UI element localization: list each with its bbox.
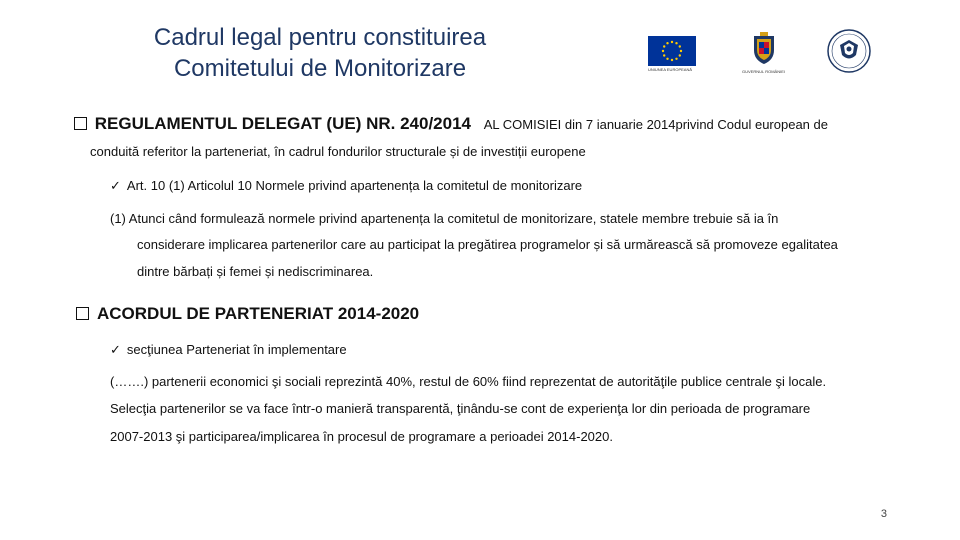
section1-item [110,178,582,194]
eu-flag-logo [648,36,696,71]
romania-coat-of-arms-logo [742,32,785,74]
ministry-seal-logo [826,28,872,79]
section2-para-line1: (…….) partenerii economici şi sociali reprezintă 40%, restul de 60% fiind reprezentat de autorităţile publice centrale şi locale. [110,374,827,389]
agreement-title: ACORDUL DE PARTENERIAT 2014-2020 [97,304,420,323]
section1-para-line3: dintre bărbați și femei și nediscriminarea. [137,264,374,279]
regulation-subtitle: AL COMISIEI din 7 ianuarie 2014privind Codul european de [483,117,828,132]
ministry-seal-icon [826,28,872,74]
section-name: Parteneriat în implementare [186,342,347,357]
checkmark-icon: ✓ [110,178,121,193]
checkbox-bullet-icon [74,117,87,130]
page-title [110,22,530,84]
checkmark-icon: ✓ [110,342,121,357]
logo-strip [640,28,895,78]
regulation-subtitle-line2: conduită referitor la parteneriat, în cadrul fondurilor structurale și de investiții europene [90,144,586,159]
section1-para-line2: considerare implicarea partenerilor care au participat la pregătirea programelor și să urmărească să promoveze egalitatea [137,237,838,252]
section1-heading [74,114,876,134]
page-number: 3 [880,508,887,520]
title-line-2: Comitetului de Monitorizare [173,55,467,82]
regulation-title: REGULAMENTUL DELEGAT (UE) NR. 240/2014 [94,114,472,133]
section2-item [110,342,347,358]
eu-flag-icon [648,36,696,66]
section1-para-line1: (1) Atunci când formulează normele privind apartenența la comitetul de monitorizare, statele membre trebuie să ia în [110,211,779,226]
section2-para-line2: Selecţia partenerilor se va face într-o manieră transparentă, ţinându-se cont de experienţa lor din perioada de programare [110,401,811,416]
section-prefix: secţiunea [126,342,183,357]
section2-heading [76,304,419,324]
coat-of-arms-icon [750,32,778,66]
checkbox-bullet-icon [76,307,89,320]
article-title: Art. 10 (1) Articolul 10 Normele privind apartenența la comitetul de monitorizare [126,178,583,193]
eu-caption: UNIUNEA EUROPEANĂ [648,67,693,72]
section2-para-line3: 2007-2013 şi participarea/implicarea în procesul de programare a perioadei 2014-2020. [110,429,613,444]
title-line-1: Cadrul legal pentru constituirea [153,24,487,51]
gov-caption: GUVERNUL ROMÂNIEI [742,69,785,74]
